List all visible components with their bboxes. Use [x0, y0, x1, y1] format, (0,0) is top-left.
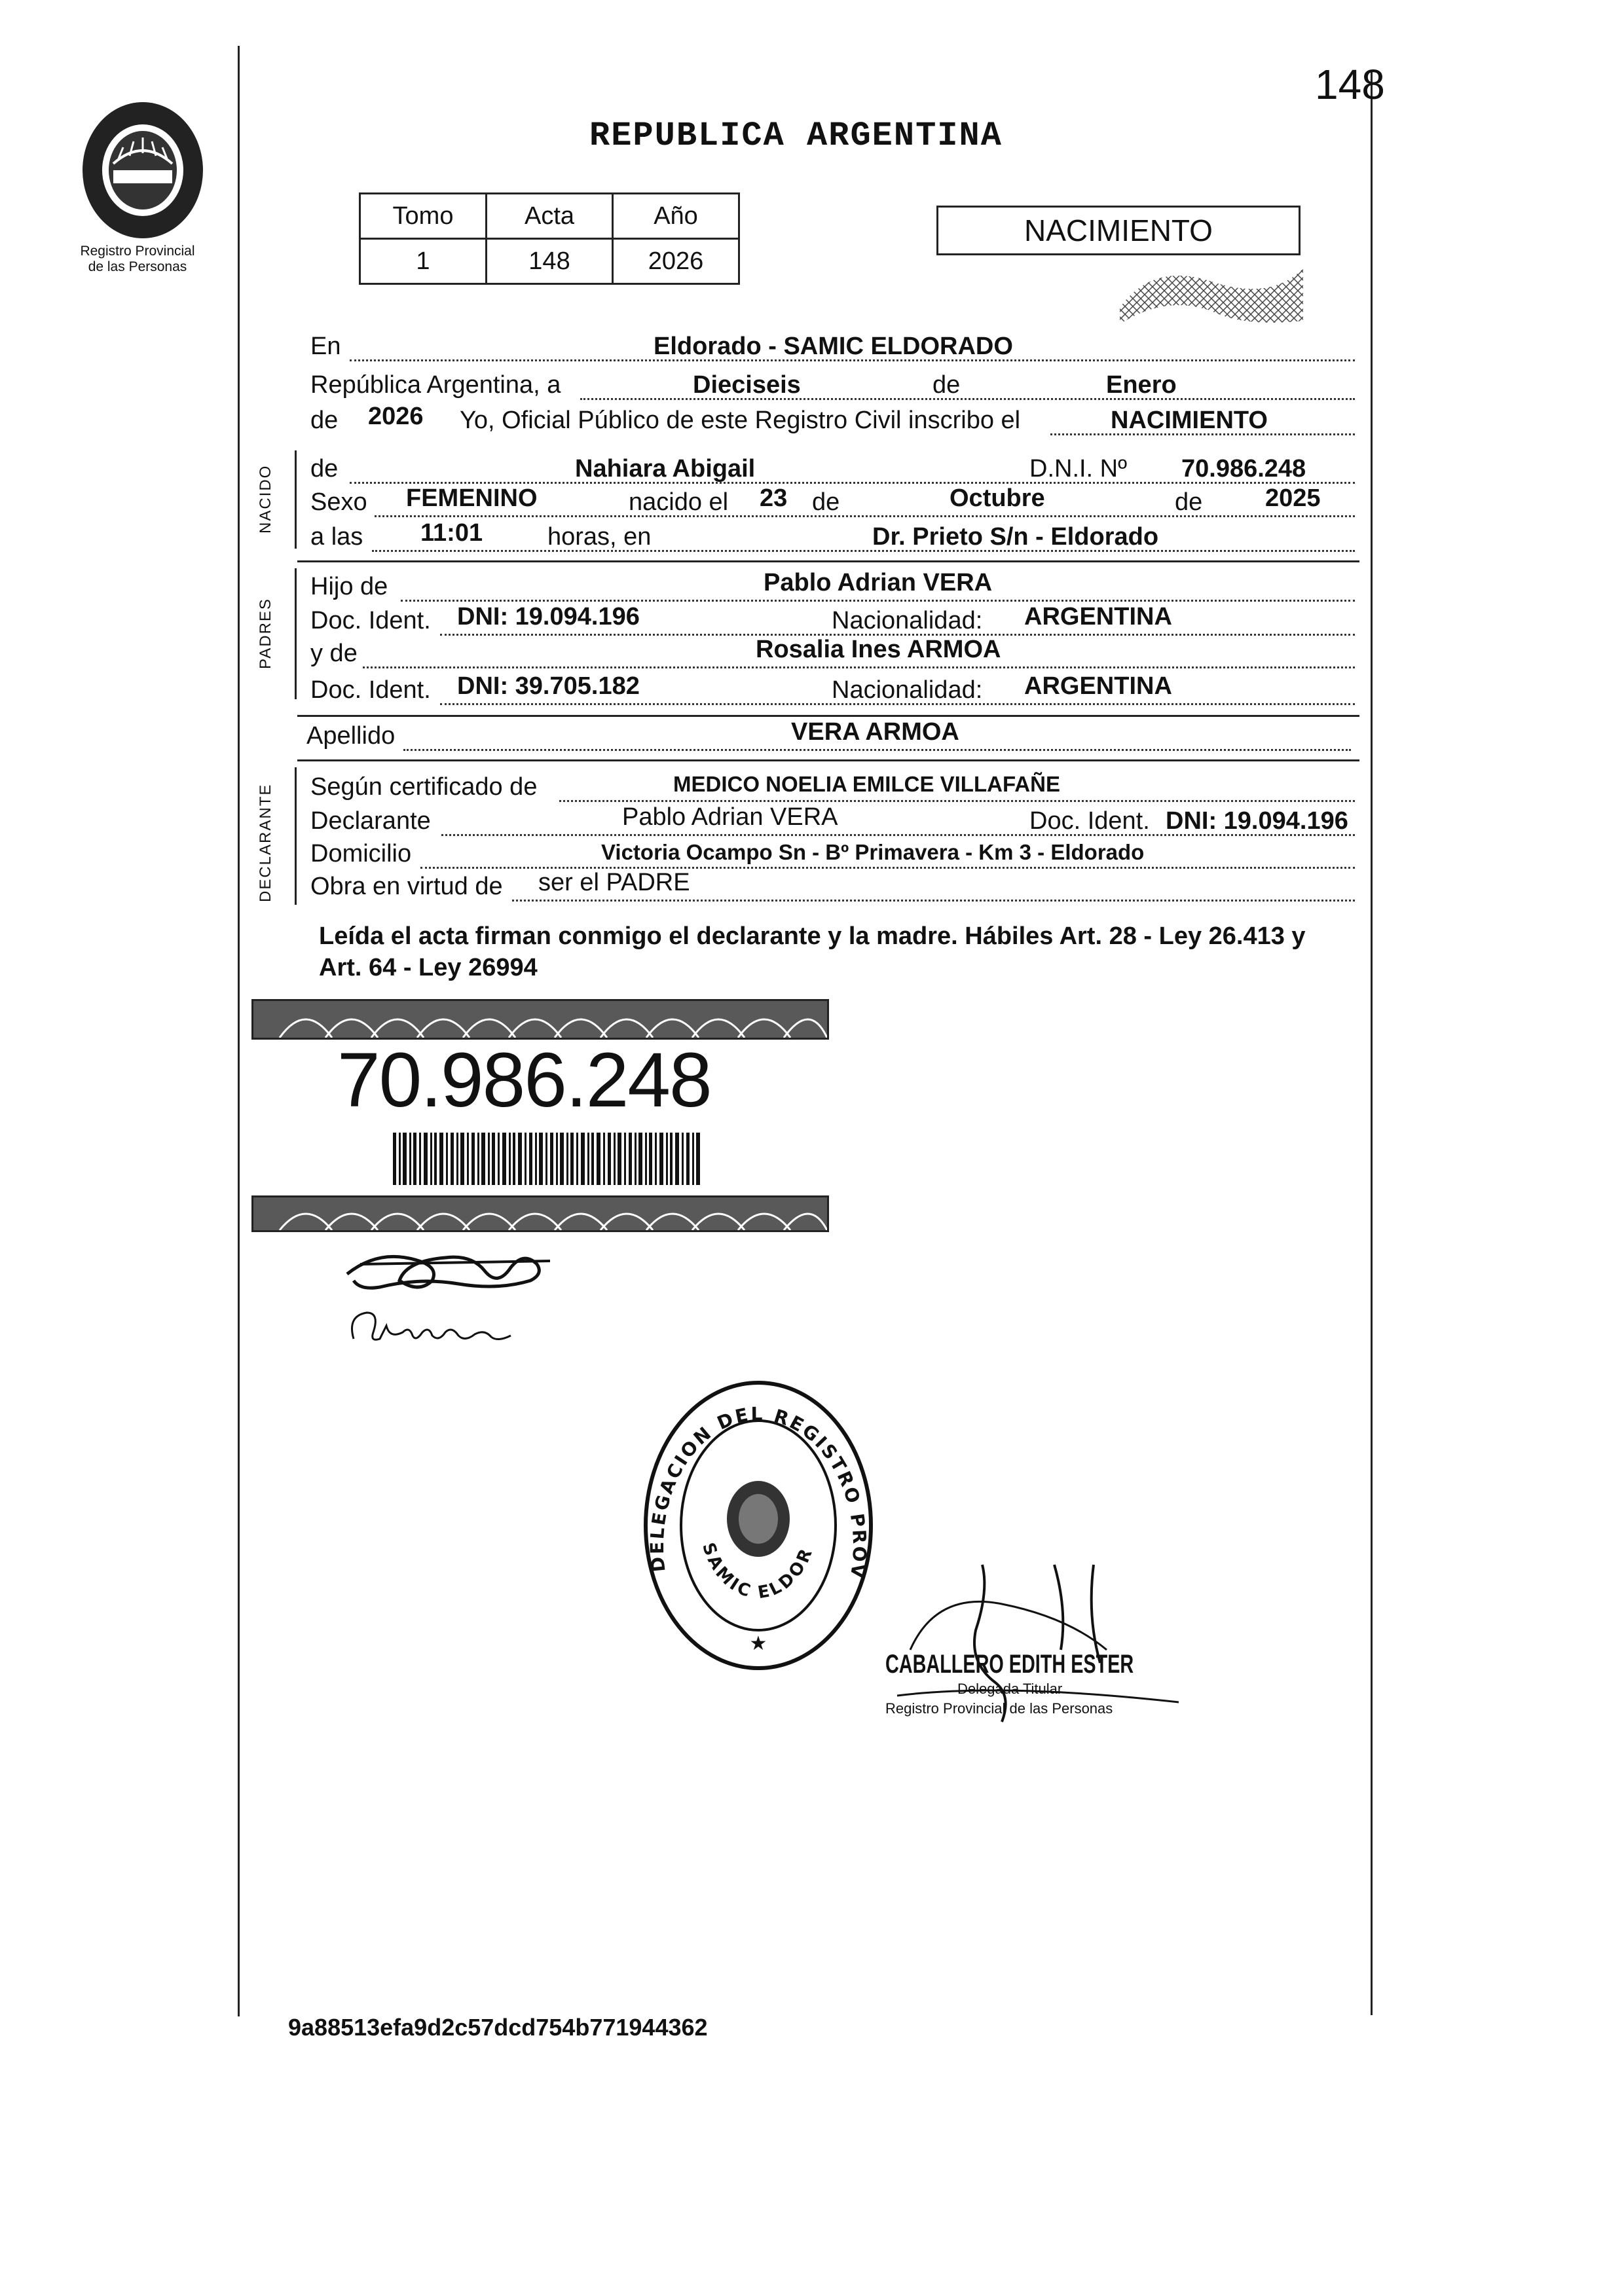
value-father-nationality: ARGENTINA	[1024, 603, 1172, 630]
value-month: Enero	[1106, 371, 1177, 399]
label-horas-en: horas, en	[547, 523, 652, 551]
misiones-logo	[77, 98, 208, 246]
label-nacionalidad: Nacionalidad:	[832, 607, 983, 634]
divider	[297, 759, 1359, 761]
value-birth-month: Octubre	[950, 484, 1045, 512]
section-bracket	[295, 568, 297, 699]
section-label-padres: PADRES	[257, 598, 274, 669]
value-birth-place: Dr. Prieto S/n - Eldorado	[872, 523, 1159, 551]
dotted-line	[372, 550, 1355, 552]
row-lugar	[310, 331, 1355, 367]
record-acta: 148	[487, 239, 613, 284]
record-anio: 2026	[613, 239, 739, 284]
value-declarante: Pablo Adrian VERA	[622, 803, 838, 831]
row-inscribo	[310, 405, 1355, 441]
value-mother-doc: DNI: 39.705.182	[457, 672, 640, 700]
label-obra: Obra en virtud de	[310, 873, 503, 900]
legal-note: Leída el acta firman conmigo el declarante y la madre. Hábiles Art. 28 - Ley 26.413 y Art. 64 - Ley 26994	[319, 922, 1306, 981]
row-madre	[310, 638, 1355, 674]
value-sexo: FEMENINO	[406, 484, 538, 512]
label-doc-ident-madre: Doc. Ident.	[310, 676, 431, 704]
record-header-anio: Año	[613, 194, 739, 239]
label-a-las: a las	[310, 523, 363, 551]
record-table	[359, 192, 740, 285]
value-declarante-doc: DNI: 19.094.196	[1166, 807, 1348, 835]
official-name: CABALLERO EDITH ESTER	[885, 1650, 1134, 1679]
label-dni: D.N.I. Nº	[1029, 455, 1127, 483]
barcode	[393, 1133, 701, 1188]
value-certificado: MEDICO NOELIA EMILCE VILLAFAÑE	[673, 772, 1060, 796]
label-domicilio: Domicilio	[310, 840, 412, 867]
record-header-acta: Acta	[487, 194, 613, 239]
label-de-nombre: de	[310, 455, 339, 483]
label-hijo-de: Hijo de	[310, 573, 388, 600]
row-obra	[310, 871, 1355, 907]
left-margin-line	[238, 46, 240, 2016]
registry-caption-line1: Registro Provincial	[80, 244, 195, 259]
value-dni: 70.986.248	[1181, 455, 1306, 483]
value-father-doc: DNI: 19.094.196	[457, 603, 640, 630]
row-fecha	[310, 369, 1355, 406]
dotted-line	[403, 749, 1351, 751]
label-republica: República Argentina, a	[310, 371, 561, 399]
value-mother-nationality: ARGENTINA	[1024, 672, 1172, 700]
value-birth-year: 2025	[1265, 484, 1321, 512]
registry-caption	[59, 244, 216, 275]
official-stamp	[640, 1375, 876, 1679]
value-nombre: Nahiara Abigail	[575, 455, 756, 483]
value-year: 2026	[368, 403, 424, 430]
registry-caption-line2: de las Personas	[88, 259, 187, 274]
value-domicilio: Victoria Ocampo Sn - Bº Primavera - Km 3 - Eldorado	[601, 840, 1145, 864]
value-mother-name: Rosalia Ines ARMOA	[756, 636, 1001, 663]
section-label-declarante: DECLARANTE	[257, 783, 274, 902]
value-time: 11:01	[420, 519, 483, 547]
document-type-box: NACIMIENTO	[936, 206, 1301, 255]
mother-signature	[341, 1303, 537, 1358]
statement-text: Yo, Oficial Público de este Registro Civil inscribo el	[460, 407, 1021, 434]
value-obra: ser el PADRE	[538, 869, 690, 896]
dotted-line	[512, 900, 1355, 902]
id-number-large: 70.986.248	[337, 1037, 711, 1123]
label-certificado: Según certificado de	[310, 773, 538, 801]
official-registry: Registro Provincial de las Personas	[885, 1700, 1113, 1717]
father-signature	[341, 1241, 563, 1303]
row-apellido	[306, 720, 1351, 757]
page-title: REPUBLICA ARGENTINA	[589, 117, 1003, 155]
stamp-inner-text: SAMIC ELDOR	[697, 1540, 818, 1603]
label-apellido: Apellido	[306, 722, 396, 750]
stamp-star-icon: ★	[749, 1633, 767, 1654]
label-de-year: de	[310, 407, 339, 434]
record-header-tomo: Tomo	[360, 194, 487, 239]
label-nacido-el: nacido el	[629, 488, 729, 516]
divider	[297, 560, 1359, 562]
label-de-anio: de	[1175, 488, 1203, 516]
label-sexo: Sexo	[310, 488, 367, 516]
security-band-top	[251, 999, 829, 1040]
record-header-row	[360, 194, 739, 239]
label-de: de	[932, 371, 961, 399]
label-doc-ident-declarante: Doc. Ident.	[1029, 807, 1150, 835]
value-apellido: VERA ARMOA	[791, 718, 959, 746]
row-madre-doc	[310, 674, 1355, 711]
stamp-ring-text: DELEGACION DEL REGISTRO PROV	[646, 1403, 871, 1582]
row-domicilio	[310, 838, 1355, 875]
security-band-bottom	[251, 1195, 829, 1232]
value-event: NACIMIENTO	[1111, 407, 1268, 434]
right-margin-line	[1371, 71, 1373, 2015]
value-birth-day: 23	[760, 484, 788, 512]
section-bracket	[295, 450, 297, 549]
record-value-row	[360, 239, 739, 284]
row-hora-lugar	[310, 521, 1355, 558]
label-nacionalidad-madre: Nacionalidad:	[832, 676, 983, 704]
record-tomo: 1	[360, 239, 487, 284]
dotted-line	[363, 666, 1355, 668]
label-declarante: Declarante	[310, 807, 431, 835]
official-role: Delegada Titular	[957, 1681, 1063, 1697]
label-y-de: y de	[310, 640, 358, 667]
section-label-nacido: NACIDO	[257, 464, 274, 534]
dotted-line	[375, 515, 1355, 517]
value-day: Dieciseis	[693, 371, 801, 399]
official-name-stamp	[885, 1650, 1160, 1717]
value-place: Eldorado - SAMIC ELDORADO	[654, 333, 1013, 360]
label-de-mes: de	[812, 488, 840, 516]
label-en: En	[310, 333, 341, 360]
label-doc-ident: Doc. Ident.	[310, 607, 431, 634]
section-bracket	[295, 767, 297, 905]
security-pattern	[1113, 255, 1310, 331]
document-hash: 9a88513efa9d2c57dcd754b771944362	[288, 2014, 708, 2041]
value-father-name: Pablo Adrian VERA	[764, 569, 993, 596]
page-number: 148	[1315, 61, 1385, 108]
